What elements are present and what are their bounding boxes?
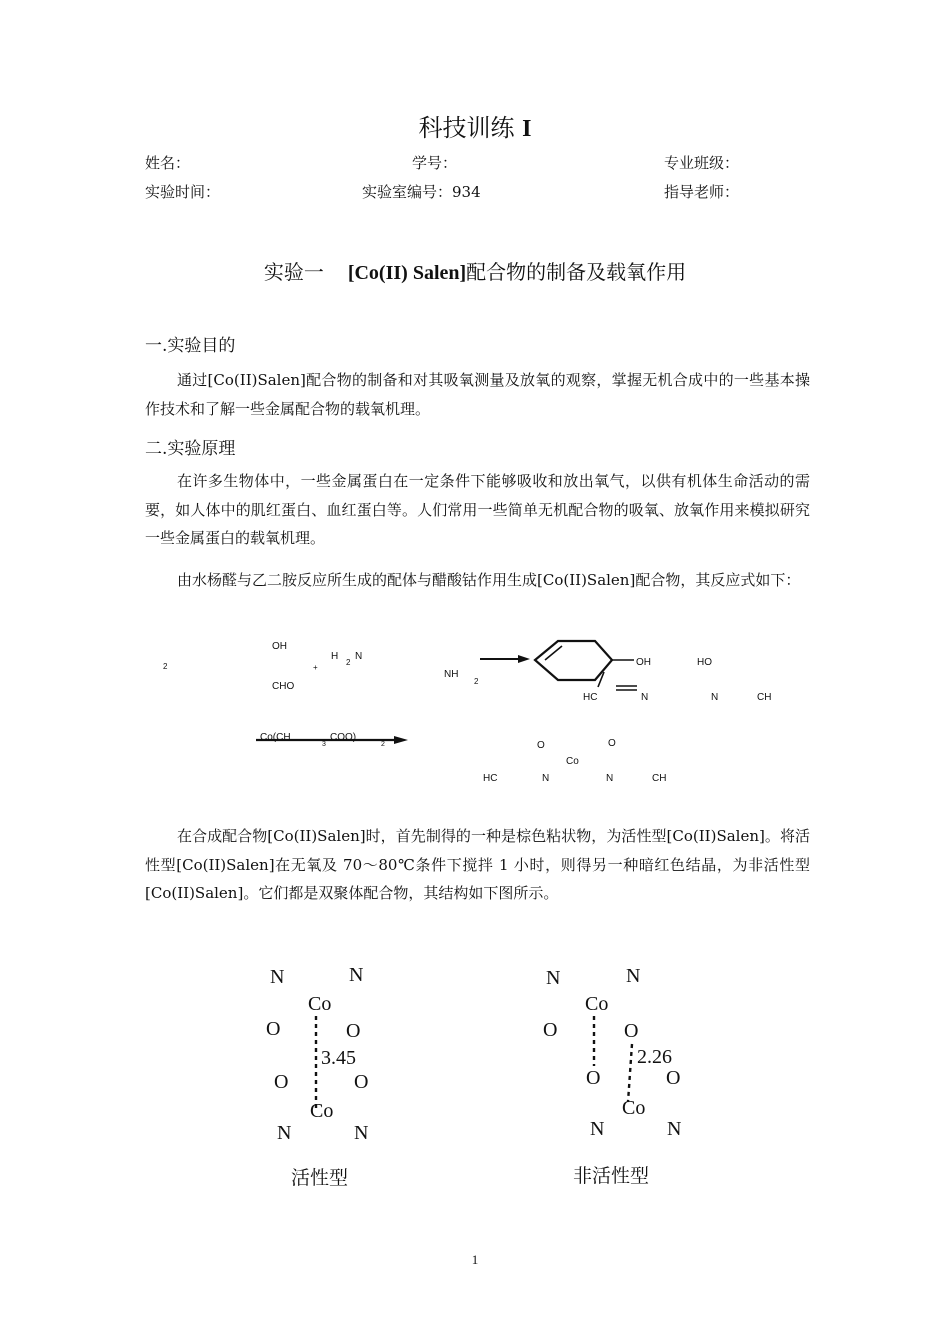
inactive-co-bottom: Co: [622, 1097, 646, 1119]
experiment-suffix: 配合物的制备及载氧作用: [466, 260, 687, 284]
inactive-caption: 非活性型: [573, 1165, 650, 1187]
section-2-paragraph-1: 在许多生物体中，一些金属蛋白在一定条件下能够吸收和放出氧气，以供有机体生命活动的需要，如人体中的肌红蛋白、血红蛋白等。人们常用一些简单无机配合物的吸氧、放氧作用来模拟研究一些金属蛋白的载氧机理。: [145, 472, 810, 547]
inactive-co-top: Co: [585, 993, 609, 1015]
active-n-top-left: N: [270, 966, 285, 988]
product-oh: OH: [636, 657, 651, 668]
reactant-sub2a: 2: [346, 658, 351, 667]
reactant-sub2b: 2: [474, 677, 479, 686]
reaction-arrow-2-head: [394, 736, 408, 744]
active-caption: 活性型: [291, 1167, 349, 1189]
major-class-label: 专业班级：: [664, 154, 740, 172]
reactant-oh: OH: [272, 641, 287, 652]
inactive-o4: O: [666, 1067, 681, 1089]
section-2-number: 二.: [145, 439, 168, 459]
inactive-dashed-bond-right: [628, 1044, 632, 1102]
title-roman: I: [522, 116, 532, 142]
reaction-arrow-1-head: [518, 655, 530, 663]
inactive-n-bottom-right: N: [667, 1118, 682, 1140]
complex-n2: N: [606, 773, 614, 784]
title-chinese: 科技训练: [418, 114, 515, 142]
section-1-title: 实验目的: [167, 336, 236, 356]
reactant-nh: NH: [444, 669, 459, 680]
lab-number-label: 实验室编号：934: [362, 183, 481, 201]
inactive-o2: O: [624, 1020, 639, 1042]
section-2-paragraph-2: 由水杨醛与乙二胺反应所生成的配体与醋酸钴作用生成[Co(II)Salen]配合物，其反应式如下：: [177, 571, 801, 589]
complex-o2: O: [608, 738, 616, 749]
active-o1: O: [266, 1018, 281, 1040]
product-n1: N: [641, 692, 649, 703]
benzene-ring: [535, 641, 612, 680]
reagent-sub2: 2: [381, 741, 385, 748]
complex-n1: N: [542, 773, 550, 784]
experiment-prefix: 实验一: [263, 260, 324, 284]
active-o4: O: [354, 1071, 369, 1093]
active-n-bottom-right: N: [354, 1122, 369, 1144]
coef-2: 2: [163, 662, 168, 671]
complex-ch: CH: [652, 773, 667, 784]
reagent-coo: COO): [330, 732, 357, 743]
product-ch: CH: [757, 692, 772, 703]
reagent-sub3: 3: [322, 741, 326, 748]
active-n-top-right: N: [349, 964, 364, 986]
product-hc: HC: [583, 692, 598, 703]
active-distance: 3.45: [321, 1047, 356, 1069]
exp-time-label: 实验时间：: [145, 183, 221, 201]
name-label: 姓名：: [145, 154, 191, 172]
section-1-paragraph: 通过[Co(II)Salen]配合物的制备和对其吸氧测量及放氧的观察，掌握无机合成中的一些基本操作技术和了解一些金属配合物的载氧机理。: [145, 371, 810, 418]
reactant-n: N: [355, 651, 363, 662]
product-ho: HO: [697, 657, 712, 668]
reactant-h: H: [331, 651, 339, 662]
active-n-bottom-left: N: [277, 1122, 292, 1144]
student-id-label: 学号：: [412, 154, 458, 172]
section-1-number: 一.: [145, 336, 168, 356]
plus-sign: +: [313, 663, 318, 672]
active-co-top: Co: [308, 993, 332, 1015]
inactive-distance: 2.26: [637, 1046, 672, 1068]
section-2-paragraph-3: 在合成配合物[Co(II)Salen]时，首先制得的一种是棕色粘状物，为活性型[Co(II)Salen]。将活性型[Co(II)Salen]在无氧及 70～80℃条件下搅拌 1 小时，则得另一种暗红色结晶，为非活性型[Co(II)Salen]。它们都是双聚体配合物，其结构如下图所示。: [145, 827, 810, 902]
reactant-cho: CHO: [272, 681, 295, 692]
inactive-o1: O: [543, 1019, 558, 1041]
section-2-title: 实验原理: [167, 439, 236, 459]
experiment-formula: [Co(II) Salen]: [347, 262, 467, 284]
complex-o1: O: [537, 740, 545, 751]
complex-hc: HC: [483, 773, 498, 784]
inactive-n-bottom-left: N: [590, 1118, 605, 1140]
complex-co: Co: [566, 756, 579, 767]
inactive-o3: O: [586, 1067, 601, 1089]
teacher-label: 指导老师：: [664, 183, 740, 201]
benzene-double-bond: [545, 646, 562, 660]
active-o3: O: [274, 1071, 289, 1093]
inactive-n-top-right: N: [626, 965, 641, 987]
product-n2: N: [711, 692, 719, 703]
active-o2: O: [346, 1020, 361, 1042]
active-co-bottom: Co: [310, 1100, 334, 1122]
inactive-n-top-left: N: [546, 967, 561, 989]
page-number: 1: [471, 1252, 479, 1267]
reagent-co-ch: Co(CH: [260, 732, 291, 743]
